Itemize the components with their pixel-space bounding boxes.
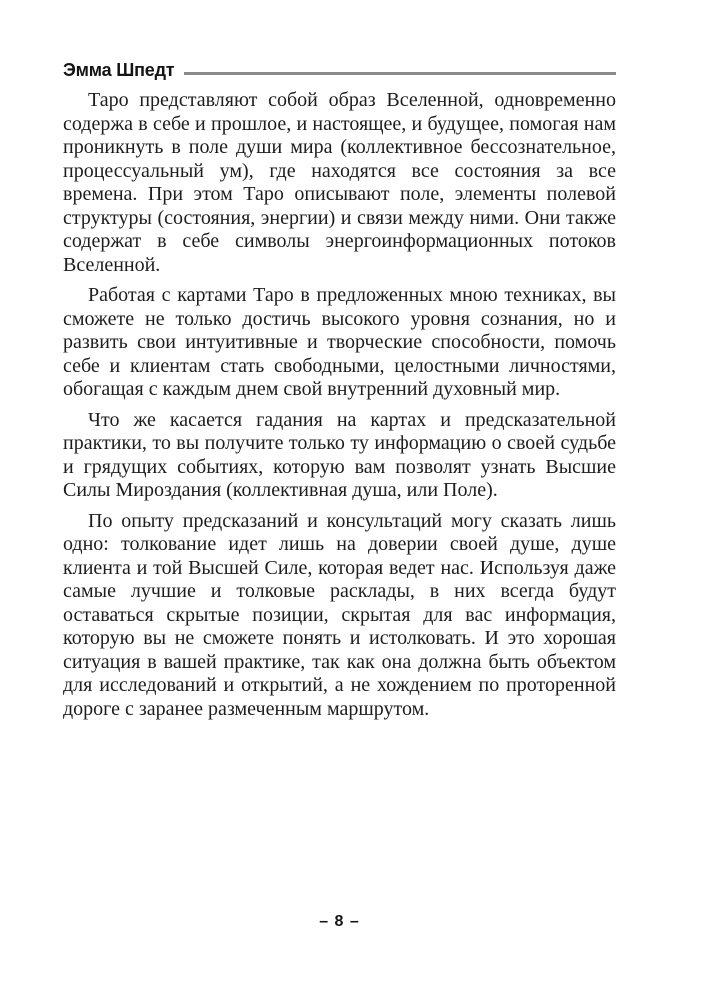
body-paragraph: По опыту предсказаний и консультаций могу сказать лишь одно: толкование идет лишь на доверии своей душе, душе клиента и той Высшей Силе, которая ведет нас. Используя даже самые лучшие и толковые расклады, в них всегда будут оставаться скрытые позиции, скрытая для вас информация, которую вы не сможете понять и истолковать. И это хорошая ситуация в вашей практике, так как она должна быть объектом для исследований и открытий, а не хождением по проторенной дороге с заранее размеченным маршрутом. <box>63 509 616 720</box>
page-number: – 8 – <box>319 913 360 930</box>
body-paragraph: Таро представляют собой образ Вселенной, одновременно содержа в себе и прошлое, и настоящее, и будущее, помогая нам проникнуть в поле души мира (коллективное бессознательное, процессуальный ум), где находятся все состояния за все времена. При этом Таро описывают поле, элементы полевой структуры (состояния, энергии) и связи между ними. Они также содержат в себе символы энергоинформационных потоков Вселенной. <box>63 89 616 276</box>
page-footer <box>63 913 616 931</box>
body-paragraph: Что же касается гадания на картах и предсказательной практики, то вы получите только ту информацию о своей судьбе и грядущих событиях, которую вам позволят узнать Высшие Силы Мироздания (коллективная душа, или Поле). <box>63 408 616 501</box>
page-body <box>63 89 616 728</box>
body-paragraph: Работая с картами Таро в предложенных мною техниках, вы сможете не только достичь высокого уровня сознания, но и развить свои интуитивные и творческие способности, помочь себе и клиентам стать свободными, целостными личностями, обогащая с каждым днем свой внутренний духовный мир. <box>63 284 616 400</box>
header-rule <box>184 72 616 75</box>
author-name: Эмма Шпедт <box>63 60 175 80</box>
running-header <box>63 60 616 80</box>
